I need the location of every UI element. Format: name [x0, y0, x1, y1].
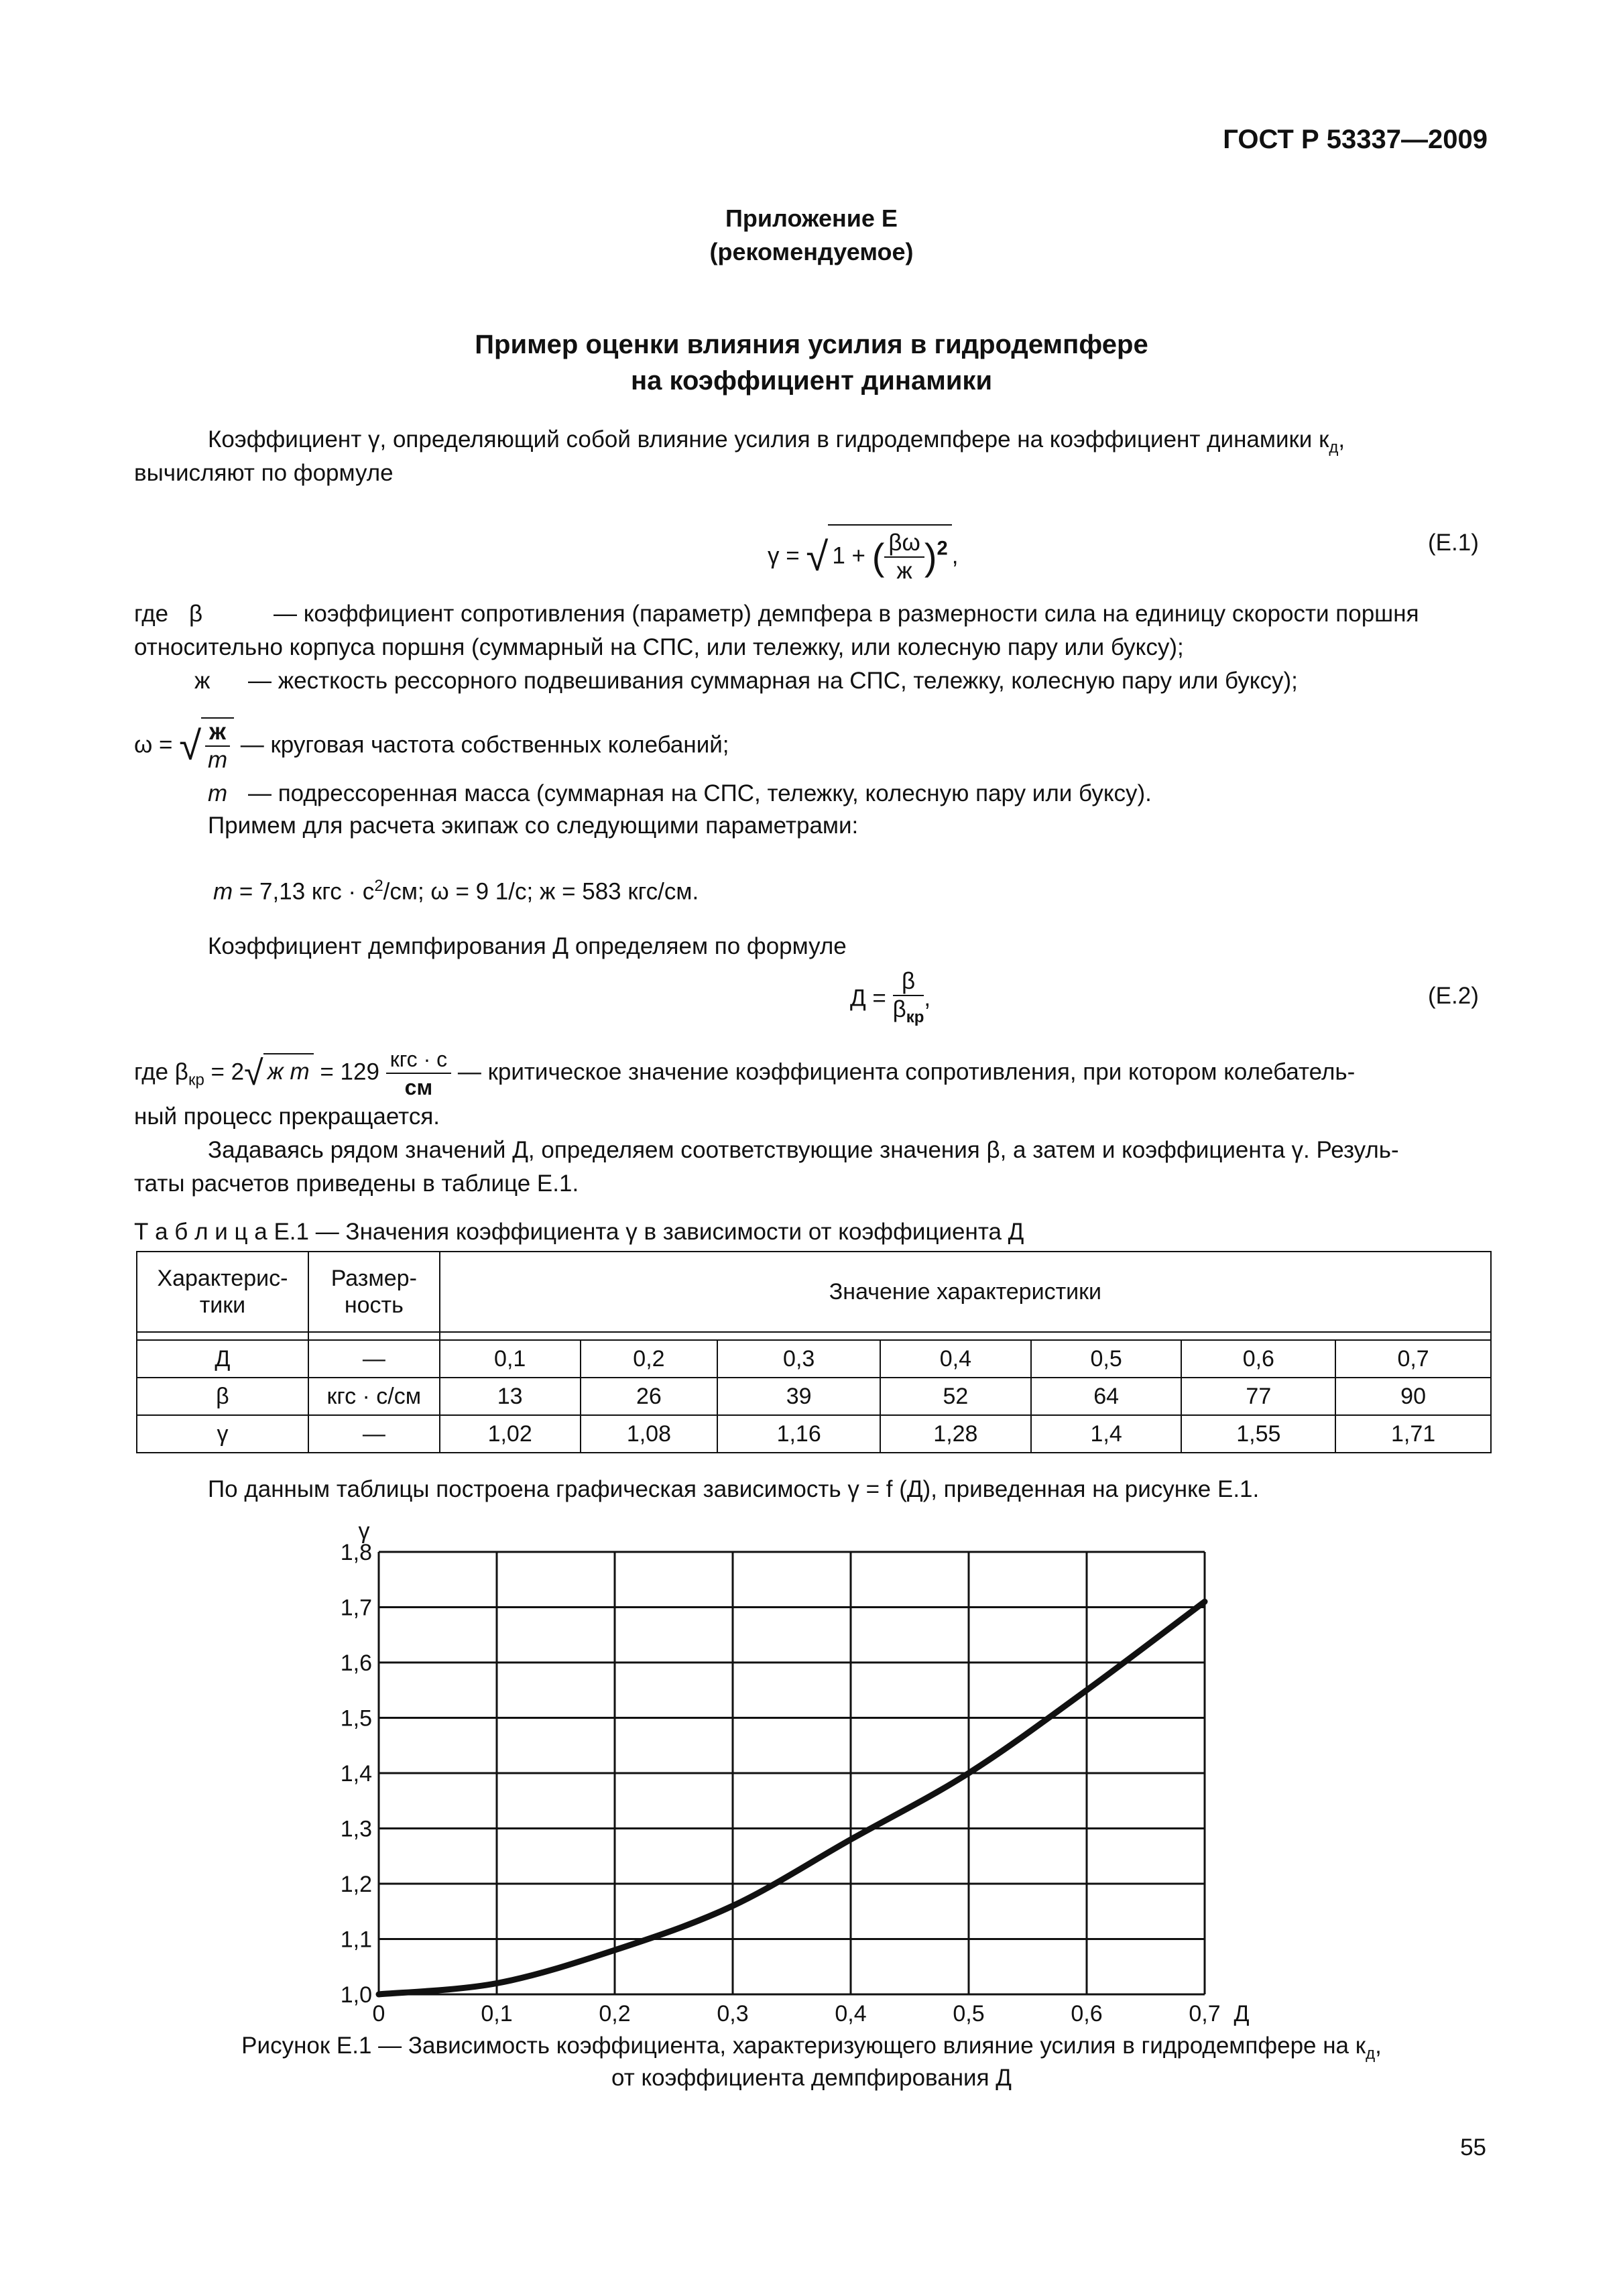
table-caption: Т а б л и ц а Е.1 — Значения коэффициента γ в зависимости от коэффициента Д [134, 1219, 1024, 1245]
zh-symbol: ж [194, 668, 211, 694]
y-tick-label: 1,4 [340, 1761, 372, 1787]
x-tick-label: 0,3 [717, 2001, 749, 2027]
beta-symbol: β [189, 601, 203, 627]
page-number: 55 [1460, 2134, 1486, 2161]
graph-intro: По данным таблицы построена графическая зависимость γ = f (Д), приведенная на рисунке Е.1. [208, 1476, 1260, 1502]
y-tick-label: 1,6 [340, 1650, 372, 1676]
zh-definition: — жесткость рессорного подвешивания суммарная на СПС, тележку, колесную пару или буксу); [248, 668, 1298, 694]
beta-definition-cont: относительно корпуса поршня (суммарный на СПС, или тележку, или колесную пару или буксу); [134, 634, 1184, 660]
y-tick-label: 1,2 [340, 1872, 372, 1897]
y-tick-label: 1,0 [340, 1982, 372, 2008]
y-tick-label: 1,3 [340, 1816, 372, 1842]
y-axis-label: γ [358, 1518, 370, 1544]
results-line2: таты расчетов приведены в таблице Е.1. [134, 1170, 579, 1197]
x-tick-label: 0,4 [835, 2001, 867, 2027]
damping-text: Коэффициент демпфирования Д определяем по формуле [208, 933, 847, 959]
y-tick-label: 1,5 [340, 1705, 372, 1732]
table-row: Д — 0,1 0,2 0,3 0,4 0,5 0,6 0,7 [137, 1340, 1491, 1378]
x-axis-label: Д [1234, 2001, 1250, 2027]
document-code: ГОСТ Р 53337—2009 [1223, 125, 1488, 154]
y-tick-label: 1,7 [340, 1595, 372, 1621]
intro-line2: вычисляют по формуле [134, 460, 394, 486]
formula-e2: Д = $\frac{\beta}{\beta_{кр}}$ , [850, 968, 931, 1026]
where-label: где [134, 601, 169, 627]
m-definition: — подрессоренная масса (суммарная на СПС, тележку, колесную пару или буксу). [248, 780, 1152, 806]
intro-line1: Коэффициент γ, определяющий собой влияние усилия в гидродемпфере на коэффициент динамики $к_д$, [208, 426, 1345, 457]
m-symbol: m [208, 780, 228, 806]
header-characteristics: Характерис- тики [137, 1252, 308, 1332]
critical-value-line: где $\beta_{кр} = 2√$ ж m = 129 $\frac{\text{кгс · с}}{см}$ — критическое значение коэффициента сопротивления, при котором колебатель- [134, 1047, 1356, 1099]
sqrt-icon: √ [806, 534, 829, 579]
y-tick-label: 1,1 [340, 1927, 372, 1953]
table-e1 [136, 1251, 1492, 1453]
header-dimension: Размер- ность [308, 1252, 440, 1332]
y-tick-label: 1,8 [340, 1540, 372, 1565]
table-row: γ — 1,02 1,08 1,16 1,28 1,4 1,55 1,71 [137, 1415, 1491, 1453]
formula-e1-label: (Е.1) [1428, 530, 1479, 556]
x-tick-label: 0,5 [953, 2001, 985, 2027]
results-line1: Задаваясь рядом значений Д, определяем соответствующие значения β, а затем и коэффициента γ. Резуль- [208, 1137, 1399, 1163]
x-tick-label: 0,7 [1189, 2001, 1221, 2027]
header-values: Значение характеристики [440, 1252, 1491, 1332]
x-tick-label: 0,1 [481, 2001, 513, 2027]
table-row: β кгс · с/см 13 26 39 52 64 77 90 [137, 1378, 1491, 1415]
x-tick-label: 0,6 [1071, 2001, 1103, 2027]
x-tick-label: 0 [372, 2001, 385, 2027]
x-tick-label: 0,2 [599, 2001, 631, 2027]
section-title-line2: на коэффициент динамики [630, 366, 993, 396]
section-title-line1: Пример оценки влияния усилия в гидродемпфере [475, 330, 1148, 359]
beta-definition: — коэффициент сопротивления (параметр) демпфера в размерности сила на единицу скорости поршня [274, 601, 1419, 627]
series-line [379, 1602, 1205, 1994]
critical-value-cont: ный процесс прекращается. [134, 1103, 440, 1130]
formula-e1: γ = √ 1 + ( $\frac{\beta\omega}{ж}$ )$^2$ , [768, 524, 958, 585]
appendix-subtitle: (рекомендуемое) [709, 238, 914, 265]
example-intro: Примем для расчета экипаж со следующими параметрами: [208, 812, 859, 839]
figure-caption-line2: от коэффициента демпфирования Д [611, 2065, 1012, 2091]
appendix-title: Приложение Е [725, 204, 898, 232]
figure-caption-line1: Рисунок Е.1 — Зависимость коэффициента, характеризующего влияние усилия в гидродемпфере на $к_д$, [241, 2033, 1382, 2063]
parameters: m = 7,13 кгс · $с^2/см$; ω = 9 1/с; ж = 583 кгс/см. [213, 877, 699, 905]
omega-formula: ω = √ $\frac{ж}{m}$ — круговая частота собственных колебаний; [134, 719, 729, 773]
chart-e1 [295, 1502, 1287, 2038]
formula-e2-label: (Е.2) [1428, 983, 1479, 1009]
